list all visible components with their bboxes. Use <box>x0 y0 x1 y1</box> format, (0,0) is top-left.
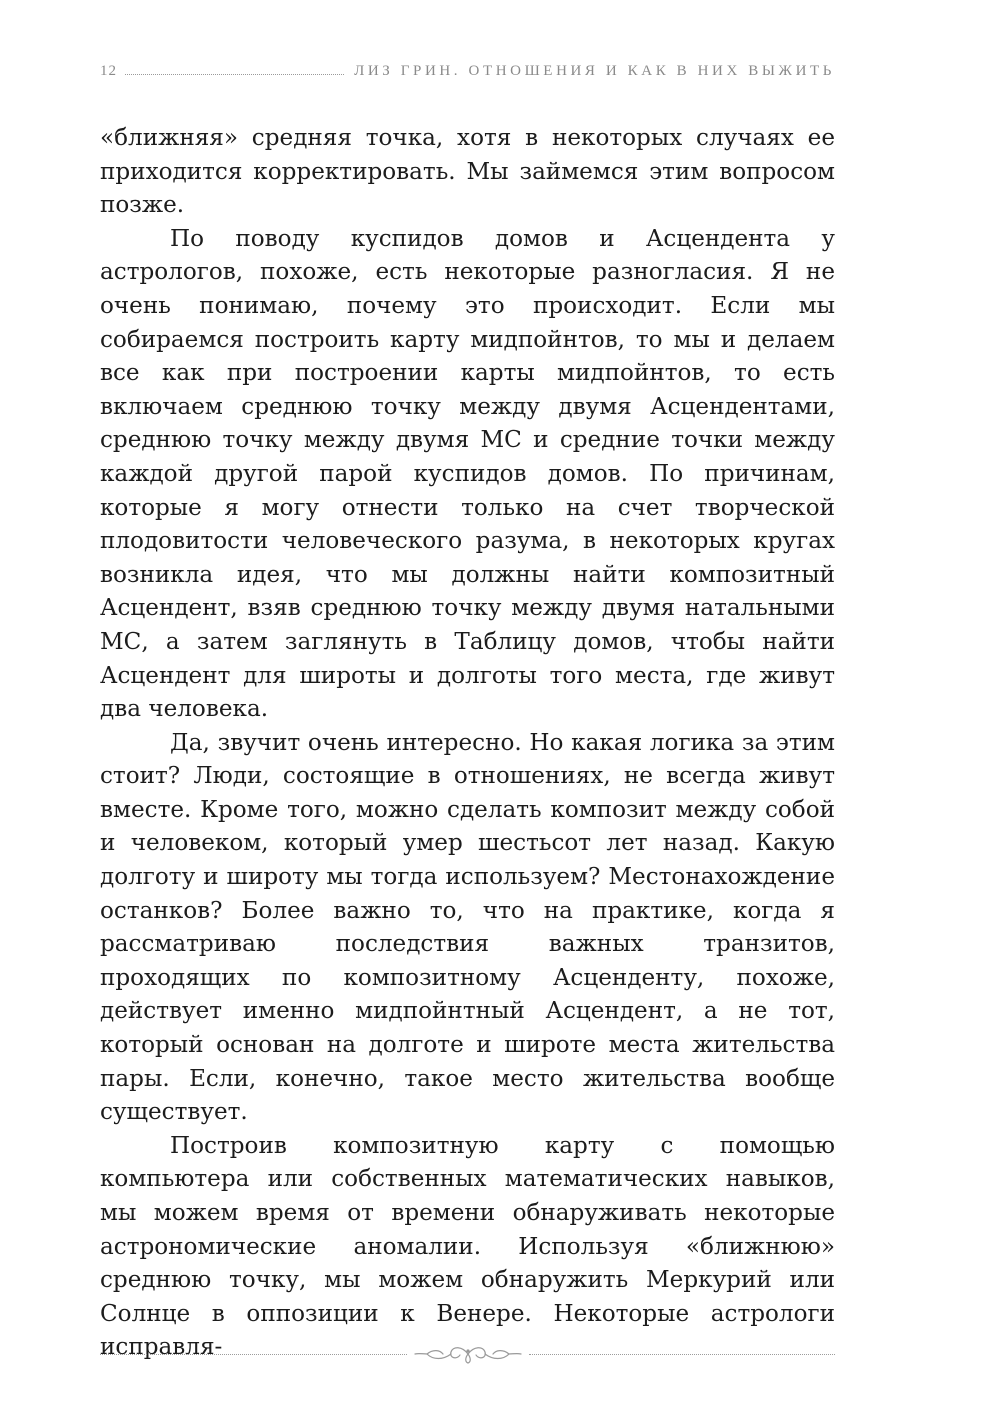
footer-ornament <box>100 1340 835 1368</box>
paragraph-3: Да, звучит очень интересно. Но какая логика за этим стоит? Люди, состоящие в отношениях, не всегда живут вместе. Кроме того, можно сделать композит между собой и человеком, который умер шестьсот лет назад. Какую долготу и широту мы тогда используем? Местонахождение останков? Более важно то, что на практике, когда я рассматриваю последствия важных транзитов, проходящих по композитному Асценденту, похоже, действует именно мидпойнтный Асцендент, а не тот, который основан на долготе и широте места жительства пары. Если, конечно, такое место жительства вообще существует. <box>100 729 835 1126</box>
paragraph-4: Построив композитную карту с помощью компьютера или собственных математических навыков, мы можем время от времени обнаруживать некоторые астрономические аномалии. Используя «ближнюю» среднюю точку, мы можем обнаружить Меркурий или Солнце в оппозиции к Венере. Некоторые астрологи исправля- <box>100 1132 835 1361</box>
running-header <box>100 56 835 80</box>
page-number: 12 <box>100 63 117 79</box>
footer-rule-left <box>100 1354 407 1355</box>
paragraph-2: По поводу куспидов домов и Асцендента у астрологов, похоже, есть некоторые разногласия. Я не очень понимаю, почему это происходит. Если мы собираемся построить карту мидпойнтов, то мы и делаем все как при построении карты мидпойнтов, то есть включаем среднюю точку между двумя Асцендентами, среднюю точку между двумя МС и средние точки между каждой другой парой куспидов домов. По причинам, которые я могу отнести только на счет творческой плодовитости человеческого разума, в некоторых кругах возникла идея, что мы должны найти композитный Асцендент, взяв среднюю точку между двумя натальными МС, а затем заглянуть в Таблицу домов, чтобы найти Асцендент для широты и долготы того места, где живут два человека. <box>100 225 835 723</box>
flourish-ornament-icon <box>413 1343 523 1365</box>
book-title: ЛИЗ ГРИН. ОТНОШЕНИЯ И КАК В НИХ ВЫЖИТЬ <box>354 63 835 79</box>
text-body <box>100 122 835 1365</box>
header-dotted-leader <box>125 74 344 75</box>
paragraph-1: «ближняя» средняя точка, хотя в некоторых случаях ее приходится корректировать. Мы займемся этим вопросом позже. <box>100 125 835 219</box>
footer-rule-right <box>529 1354 836 1355</box>
